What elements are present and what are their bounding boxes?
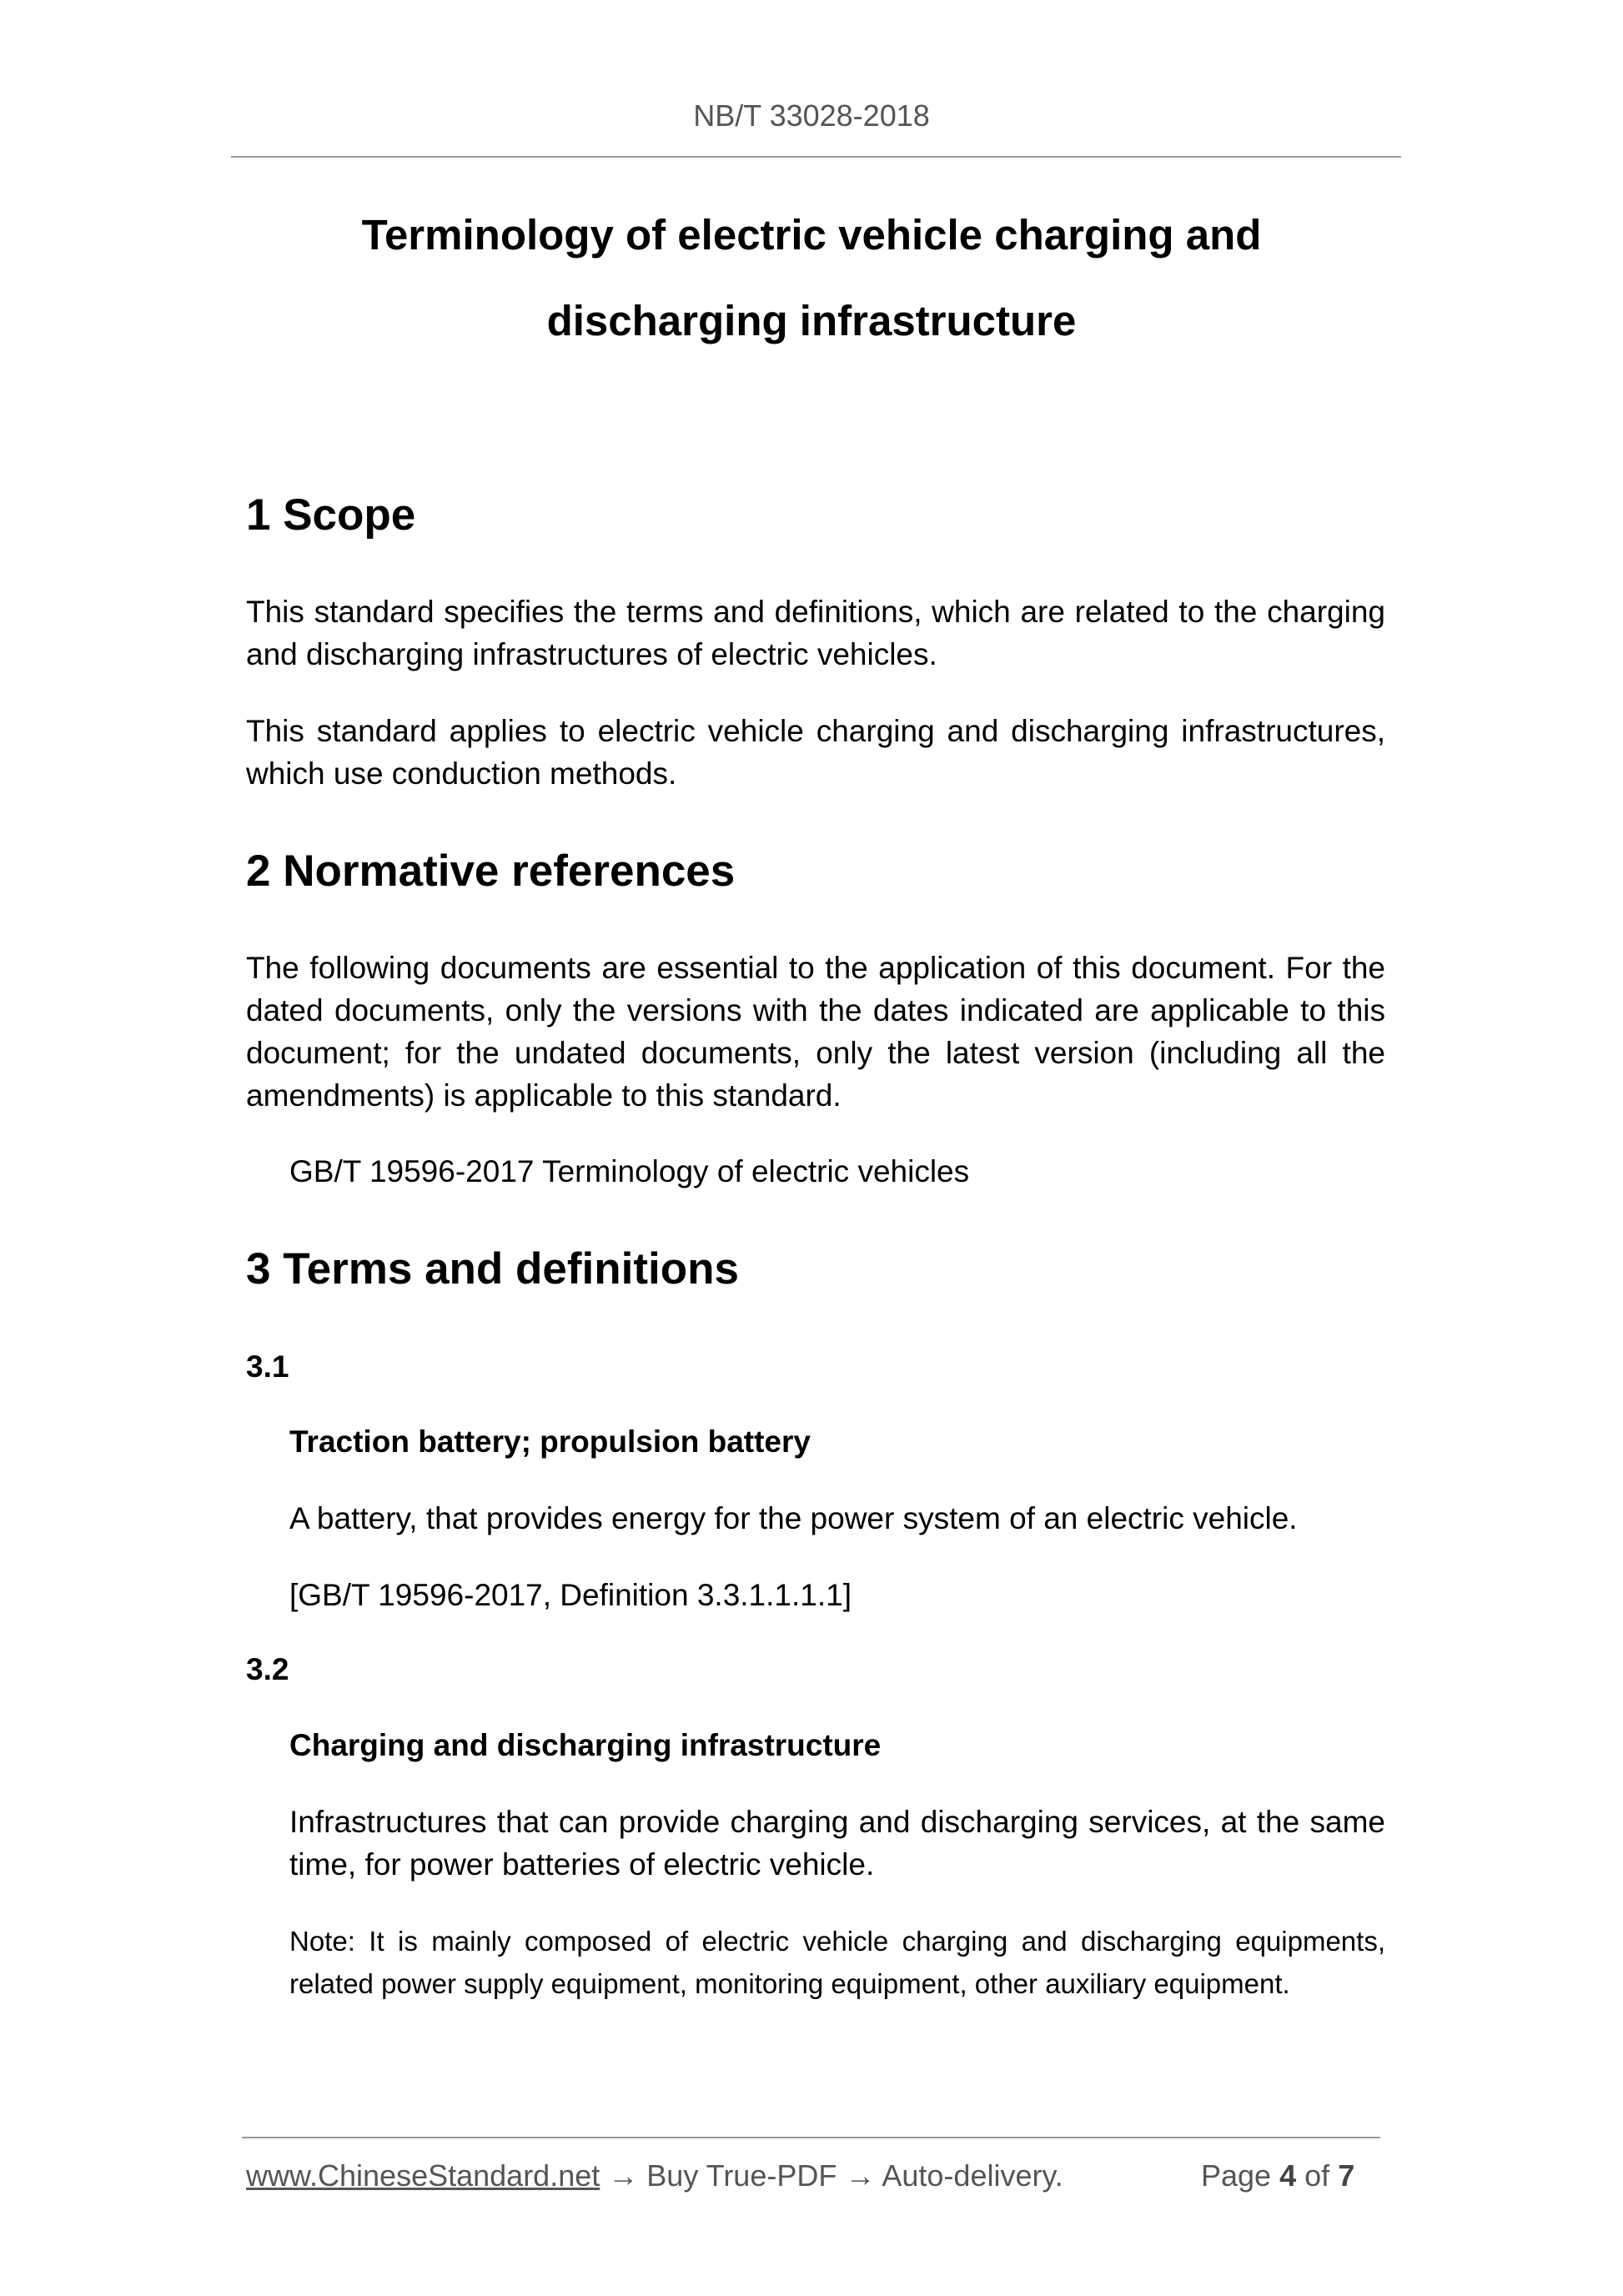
term-definition: Infrastructures that can provide charging and discharging services, at the same time, for power batteries of electric vehicle. xyxy=(289,1805,1385,1882)
section-heading-normative-references: 2 Normative references xyxy=(246,847,736,896)
term-number: 3.1 xyxy=(246,1349,289,1384)
of-label: of xyxy=(1304,2158,1330,2193)
scope-paragraph-2: This standard applies to electric vehicle charging and discharging infrastructures, which use conduction methods. xyxy=(246,714,1385,791)
term-name: Charging and discharging infrastructure xyxy=(289,1728,882,1762)
normative-references-paragraph: The following documents are essential to the application of this document. For the dated documents, only the versions with the dates indicated are applicable to this document; for the undated documents, only the latest version (including all the amendments) is applicable to this standard. xyxy=(246,951,1385,1113)
section-heading-terms-and-definitions: 3 Terms and definitions xyxy=(246,1244,739,1294)
scope-paragraph-1: This standard specifies the terms and definitions, which are related to the charging and discharging infrastructures of electric vehicles. xyxy=(246,595,1385,671)
document-title-line-1: Terminology of electric vehicle charging and xyxy=(361,211,1262,259)
term-source: [GB/T 19596-2017, Definition 3.3.1.1.1.1] xyxy=(289,1578,852,1612)
header-divider xyxy=(231,156,1401,158)
footer-divider xyxy=(242,2137,1380,2138)
section-heading-scope: 1 Scope xyxy=(246,490,416,540)
term-definition: A battery, that provides energy for the power system of an electric vehicle. xyxy=(289,1501,1298,1535)
document-title-line-2: discharging infrastructure xyxy=(546,297,1077,344)
arrow-right-icon: → xyxy=(608,2158,639,2193)
buy-pdf-text: Buy True-PDF xyxy=(646,2158,837,2193)
page-label: Page xyxy=(1201,2158,1272,2193)
term-note: Note: It is mainly composed of electric vehicle charging and discharging equipments, related power supply equipment, monitoring equipment, other auxiliary equipment. xyxy=(289,1926,1385,1999)
arrow-right-icon: → xyxy=(845,2158,876,2193)
page-number xyxy=(1201,2158,1354,2193)
page-total: 7 xyxy=(1338,2158,1355,2193)
term-name: Traction battery; propulsion battery xyxy=(289,1424,811,1459)
auto-delivery-text: Auto-delivery. xyxy=(882,2158,1063,2193)
footer-promo xyxy=(246,2158,1063,2193)
website-link[interactable]: www.ChineseStandard.net xyxy=(246,2158,600,2193)
page-current: 4 xyxy=(1279,2158,1297,2193)
reference-item: GB/T 19596-2017 Terminology of electric vehicles xyxy=(289,1154,970,1188)
document-code: NB/T 33028-2018 xyxy=(693,98,930,133)
term-number: 3.2 xyxy=(246,1652,289,1686)
